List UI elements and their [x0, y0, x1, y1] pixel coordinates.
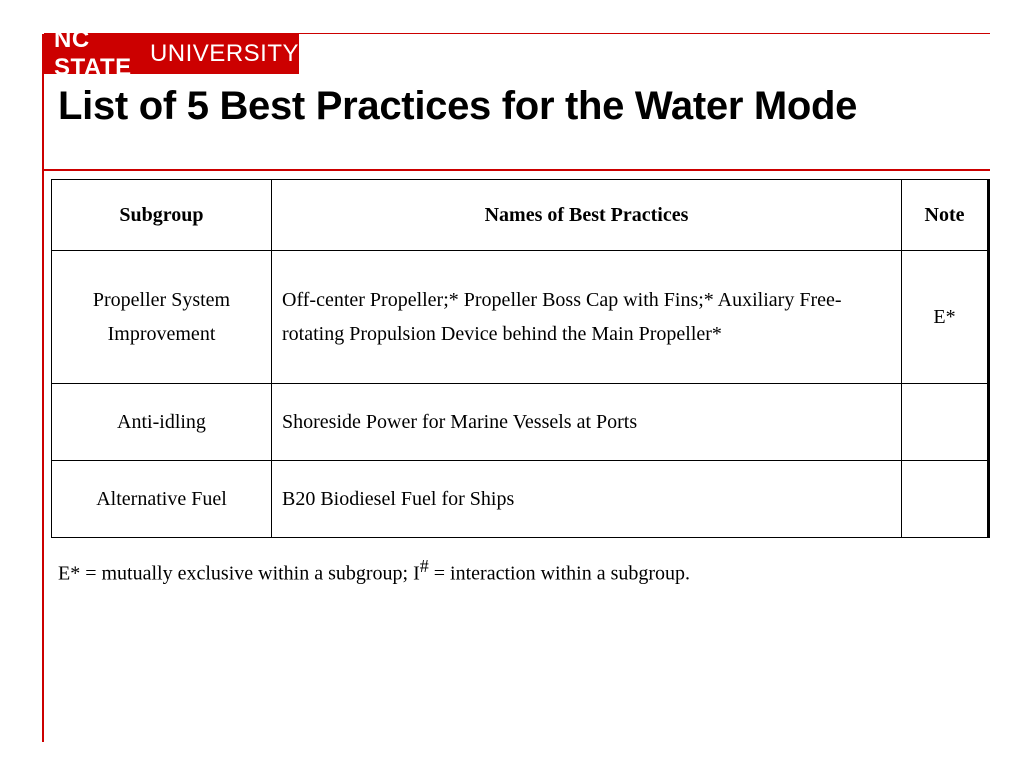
- subgroup-line: Improvement: [107, 323, 216, 345]
- names-cell: B20 Biodiesel Fuel for Ships: [272, 461, 902, 538]
- table-row: [52, 384, 989, 461]
- names-cell: Shoreside Power for Marine Vessels at Ports: [272, 384, 902, 461]
- table-row: [52, 461, 989, 538]
- subgroup-cell: [52, 251, 272, 384]
- table-header-row: [52, 180, 989, 251]
- logo-bold-text: NC STATE: [54, 26, 132, 81]
- best-practices-table: [51, 179, 990, 538]
- header-subgroup: Subgroup: [52, 180, 272, 251]
- names-cell: Off-center Propeller;* Propeller Boss Cap with Fins;* Auxiliary Free-rotating Propulsion Device behind the Main Propeller*: [272, 251, 902, 384]
- title-rule: [44, 169, 990, 171]
- footnote-part2: = interaction within a subgroup.: [428, 562, 691, 585]
- slide-title: List of 5 Best Practices for the Water Mode: [58, 84, 858, 128]
- note-cell: E*: [902, 251, 989, 384]
- university-logo: [44, 26, 299, 81]
- footnote: [58, 556, 690, 586]
- note-cell: [902, 461, 989, 538]
- table-row: [52, 251, 989, 384]
- footnote-superscript: #: [419, 556, 429, 576]
- header-note: Note: [902, 180, 989, 251]
- header-names: Names of Best Practices: [272, 180, 902, 251]
- footnote-part1: E* = mutually exclusive within a subgroup; I: [58, 562, 420, 585]
- note-cell: [902, 384, 989, 461]
- subgroup-cell: Alternative Fuel: [52, 461, 272, 538]
- logo-regular-text: UNIVERSITY: [149, 40, 299, 67]
- left-rule: [42, 34, 44, 742]
- subgroup-line: Propeller System: [92, 289, 231, 311]
- subgroup-cell: Anti-idling: [52, 384, 272, 461]
